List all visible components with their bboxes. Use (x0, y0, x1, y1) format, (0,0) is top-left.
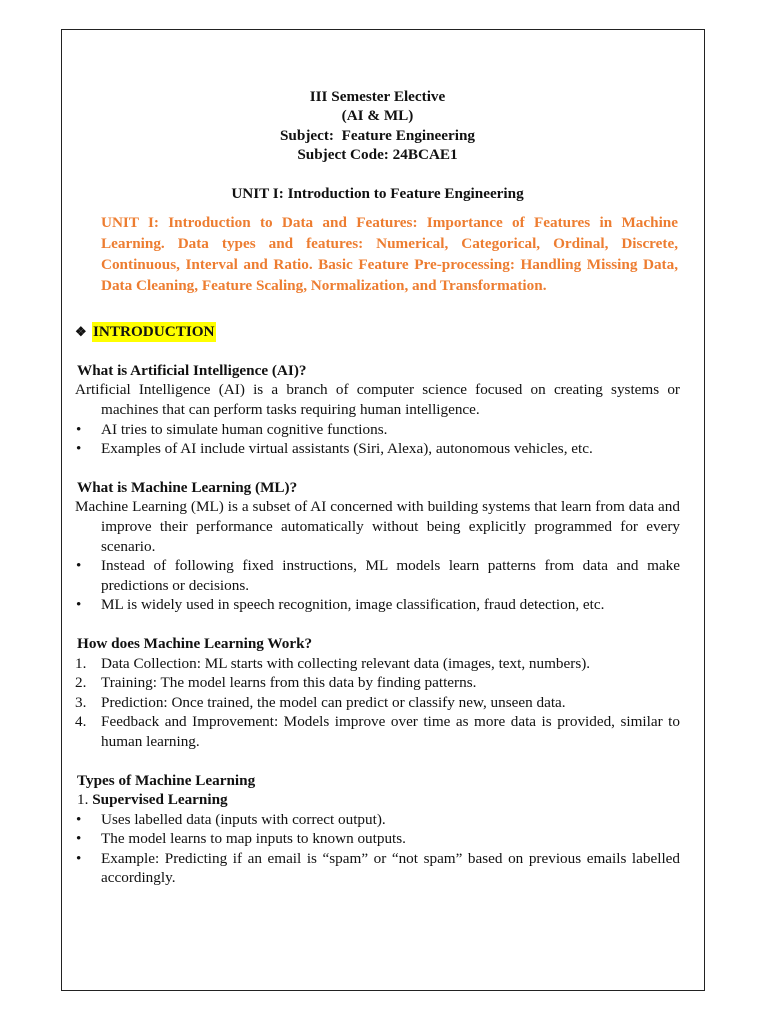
course-header (75, 87, 680, 165)
document-page (61, 29, 705, 991)
list-item (75, 595, 680, 615)
step-text: Prediction: Once trained, the model can predict or classify new, unseen data. (101, 693, 566, 711)
list-item (75, 556, 680, 595)
how-ml-works-steps (75, 654, 680, 752)
intro-heading: INTRODUCTION (93, 323, 215, 341)
four-diamond-bullet-icon: ❖ (75, 324, 87, 340)
bullet-text: ML is widely used in speech recognition, image classification, fraud detection, etc. (101, 596, 605, 614)
list-item (75, 693, 680, 713)
bullet-icon: • (76, 830, 82, 848)
list-item (75, 712, 680, 751)
supervised-bullet-list (75, 810, 680, 888)
list-item (75, 439, 680, 459)
types-of-ml-heading: Types of Machine Learning (77, 771, 256, 789)
step-number: 2. (75, 674, 87, 692)
list-item (75, 420, 680, 440)
bullet-icon: • (76, 810, 82, 828)
bullet-text: Uses labelled data (inputs with correct output). (101, 810, 386, 828)
list-item (75, 654, 680, 674)
step-text: Training: The model learns from this data by finding patterns. (101, 674, 477, 692)
bullet-text: AI tries to simulate human cognitive functions. (101, 420, 388, 438)
program-line: (AI & ML) (341, 107, 414, 125)
supervised-learning-subheading (75, 790, 680, 810)
ai-paragraph: Artificial Intelligence (AI) is a branch of computer science focused on creating systems or machines that can perform tasks requiring human intelligence. (75, 381, 680, 418)
syllabus-paragraph: UNIT I: Introduction to Data and Features: Importance of Features in Machine Learning. Data types and features: Numerical, Categorical, Ordinal, Discrete, Continuous, Interval and Ratio. Basic Feature Pre-processing: Handling Missing Data, Data Cleaning, Feature Scaling, Normalization, and Transformation. (101, 214, 678, 295)
bullet-icon: • (76, 557, 82, 575)
step-number: 1. (75, 654, 87, 672)
step-number: 3. (75, 693, 87, 711)
bullet-text: Example: Predicting if an email is “spam” or “not spam” based on previous emails labelled accordingly. (101, 849, 680, 887)
subject-code-line: Subject Code: 24BCAE1 (297, 146, 458, 164)
unit-title: UNIT I: Introduction to Feature Engineering (231, 184, 524, 202)
page-content (75, 87, 680, 888)
list-item (75, 849, 680, 888)
how-ml-works-heading: How does Machine Learning Work? (77, 634, 313, 652)
ai-bullet-list (75, 420, 680, 459)
bullet-icon: • (76, 596, 82, 614)
intro-heading-row (75, 322, 680, 342)
ml-heading: What is Machine Learning (ML)? (77, 478, 298, 496)
bullet-icon: • (76, 440, 82, 458)
list-item (75, 673, 680, 693)
list-item (75, 810, 680, 830)
ml-paragraph: Machine Learning (ML) is a subset of AI concerned with building systems that learn from data and improve their performance automatically without being explicitly programmed for every scenario. (75, 498, 680, 555)
subject-line: Subject: Feature Engineering (279, 126, 476, 144)
subheading-label: Supervised Learning (92, 791, 228, 809)
ml-bullet-list (75, 556, 680, 615)
semester-line: III Semester Elective (309, 88, 446, 105)
list-item (75, 829, 680, 849)
step-text: Data Collection: ML starts with collecting relevant data (images, text, numbers). (101, 654, 591, 672)
subheading-number: 1. (77, 791, 89, 809)
ai-heading: What is Artificial Intelligence (AI)? (77, 361, 307, 379)
step-number: 4. (75, 713, 87, 731)
step-text: Feedback and Improvement: Models improve over time as more data is provided, similar to human learning. (101, 713, 680, 750)
bullet-icon: • (76, 849, 82, 867)
bullet-icon: • (76, 420, 82, 438)
bullet-text: The model learns to map inputs to known outputs. (101, 830, 406, 848)
bullet-text: Instead of following fixed instructions, ML models learn patterns from data and make predictions or decisions. (101, 557, 680, 594)
bullet-text: Examples of AI include virtual assistants (Siri, Alexa), autonomous vehicles, etc. (101, 440, 593, 458)
